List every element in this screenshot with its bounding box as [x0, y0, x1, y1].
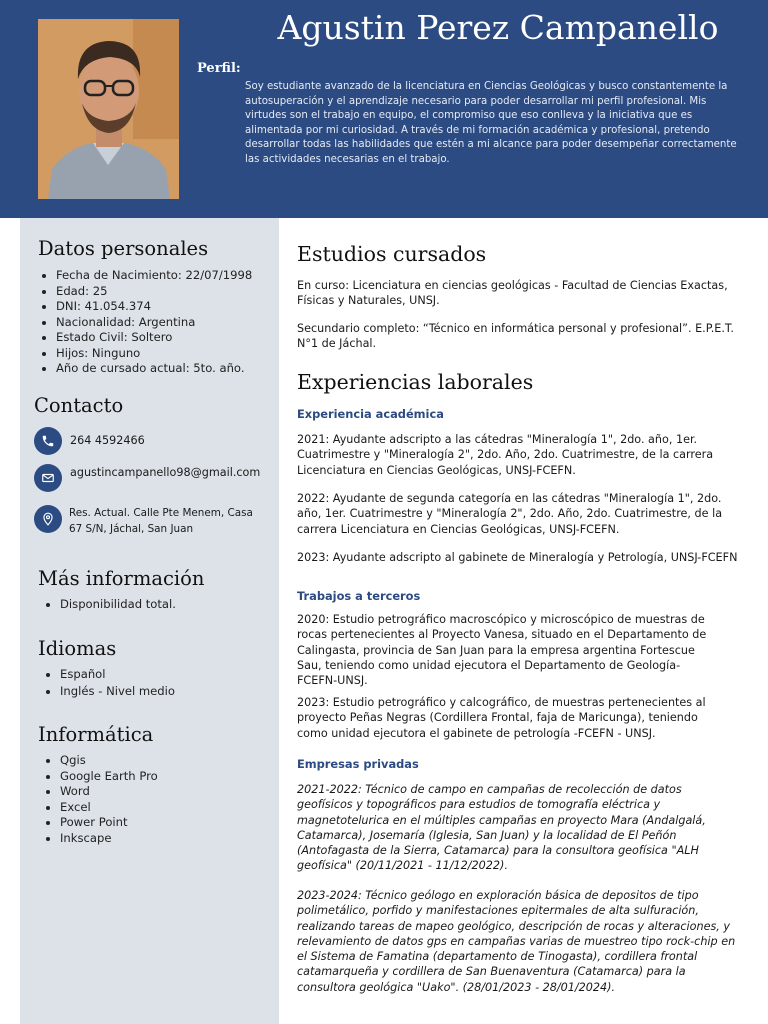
list-item: Word — [38, 784, 274, 800]
list-item: Fecha de Nacimiento: 22/07/1998 — [34, 268, 274, 284]
academic-item: 2021: Ayudante adscripto a las cátedras "Mineralogía 1", 2do. año, 1er. Cuatrimestre y "Mineralogía 2", 2do. Año, 2do. Cuatrimestre, de la carrera Licenciatura en Ciencias Geológicas, UNSJ-FCEFN. — [297, 433, 714, 477]
academic-item: 2023: Ayudante adscripto al gabinete de Mineralogía y Petrología, UNSJ-FCEFN — [297, 551, 738, 564]
email-address[interactable]: agustincampanello98@gmail.com — [70, 466, 261, 479]
list-item: Hijos: Ninguno — [34, 346, 274, 362]
phone-number[interactable]: 264 4592466 — [70, 434, 145, 447]
computing-list — [38, 753, 274, 846]
contact-email — [34, 464, 260, 492]
private-company-item: 2023-2024: Técnico geólogo en exploración básica de depositos de tipo polimetálico, porfido y manifestaciones epitermales de alta sulfuración, realizando tareas de mapeo geológico, descripción de rocas y alteraciones, y relevamiento de datos gps en campañas varias de muestreo tipo rock-chip en el Sistema de Famatina (departamento de Tinogasta), cordillera frontal catamarqueña y cordillera de San Buenaventura (Catamarca) para la consultora geológica "Uako". (28/01/2023 - 28/01/2024). — [297, 889, 736, 994]
more-info-list — [38, 597, 274, 613]
academic-experience-heading: Experiencia académica — [297, 407, 444, 421]
profile-photo — [38, 19, 179, 199]
third-party-work-heading: Trabajos a terceros — [297, 589, 421, 603]
list-item: Inglés - Nivel medio — [38, 684, 274, 700]
email-icon — [34, 464, 62, 492]
location-pin-icon — [34, 505, 62, 533]
contact-address — [34, 505, 264, 537]
list-item: Qgis — [38, 753, 274, 769]
list-item: Disponibilidad total. — [38, 597, 274, 613]
list-item: Español — [38, 667, 274, 683]
studies-current: En curso: Licenciatura en ciencias geológicas - Facultad de Ciencias Exactas, Físicas y Naturales, UNSJ. — [297, 279, 728, 308]
private-companies-heading: Empresas privadas — [297, 757, 419, 771]
computing-heading: Informática — [38, 723, 154, 746]
languages-heading: Idiomas — [38, 637, 117, 660]
profile-label: Perfil: — [197, 61, 241, 76]
academic-item: 2022: Ayudante de segunda categoría en las cátedras "Mineralogía 1", 2do. año, 1er. Cuatrimestre y "Mineralogía 2", 2do. Año, 2do. Cuatrimestre, de la carrera Licenciatura en Ciencias Geológicas, UNSJ-FCEFN. — [297, 492, 723, 536]
personal-data-heading: Datos personales — [38, 237, 209, 260]
third-party-item: 2020: Estudio petrográfico macroscópico y microscópico de muestras de rocas pertenecientes al Proyecto Vanesa, situado en el Departamento de Calingasta, provincia de San Juan para la empresa argentina Fortescue Sau, teniendo como unidad ejecutora el Departamento de Geología- FCEFN-UNSJ. — [297, 613, 707, 688]
header-banner — [0, 0, 768, 218]
private-company-item: 2021-2022: Técnico de campo en campañas de recolección de datos geofísicos y topográficos para estudios de tomografía eléctrica y magnetotelurica en el múltiples campañas en proyecto Mara (Andalgalá, Catamarca), Josemaría (Iglesia, San Juan) y la localidad de El Peñón (Antofagasta de la Sierra, Catamarca) para la consultora geofísica "ALH geofísica" (20/11/2021 - 11/12/2022). — [297, 783, 706, 873]
contact-phone — [34, 427, 145, 455]
list-item: Inkscape — [38, 831, 274, 847]
profile-summary: Soy estudiante avanzado de la licenciatura en Ciencias Geológicas y busco constantemente la autosuperación y el aprendizaje necesario para poder desarrollar mi perfil profesional. Mis virtudes son el trabajo en equipo, el compromiso que eso conlleva y la iniciativa que es alimentada por mi curiosidad. A través de mi formación académica y profesional, pretendo desarrollar todas las habilidades que estén a mi alcance para poder desempeñar correctamente las actividades necesarias en el trabajo. — [245, 81, 737, 165]
home-address: Res. Actual. Calle Pte Menem, Casa 67 S/N, Jáchal, San Juan — [69, 507, 253, 535]
languages-list — [38, 667, 274, 699]
list-item: Edad: 25 — [34, 284, 274, 300]
list-item: Estado Civil: Soltero — [34, 330, 274, 346]
list-item: Excel — [38, 800, 274, 816]
experience-heading: Experiencias laborales — [297, 370, 534, 394]
list-item: Google Earth Pro — [38, 769, 274, 785]
phone-icon — [34, 427, 62, 455]
third-party-item: 2023: Estudio petrográfico y calcográfico, de muestras pertenecientes al proyecto Peñas Negras (Cordillera Frontal, faja de Maricunga), teniendo como unidad ejecutora el gabinete de petrología -FCEFN - UNSJ. — [297, 696, 706, 740]
personal-data-list — [34, 268, 274, 377]
list-item: Nacionalidad: Argentina — [34, 315, 274, 331]
more-info-heading: Más información — [38, 567, 205, 590]
studies-heading: Estudios cursados — [297, 242, 487, 266]
contact-heading: Contacto — [34, 394, 124, 417]
list-item: Power Point — [38, 815, 274, 831]
list-item: Año de cursado actual: 5to. año. — [34, 361, 274, 377]
list-item: DNI: 41.054.374 — [34, 299, 274, 315]
full-name: Agustin Perez Campanello — [277, 8, 719, 47]
studies-secondary: Secundario completo: “Técnico en informática personal y profesional”. E.P.E.T. N°1 de Jáchal. — [297, 322, 734, 351]
